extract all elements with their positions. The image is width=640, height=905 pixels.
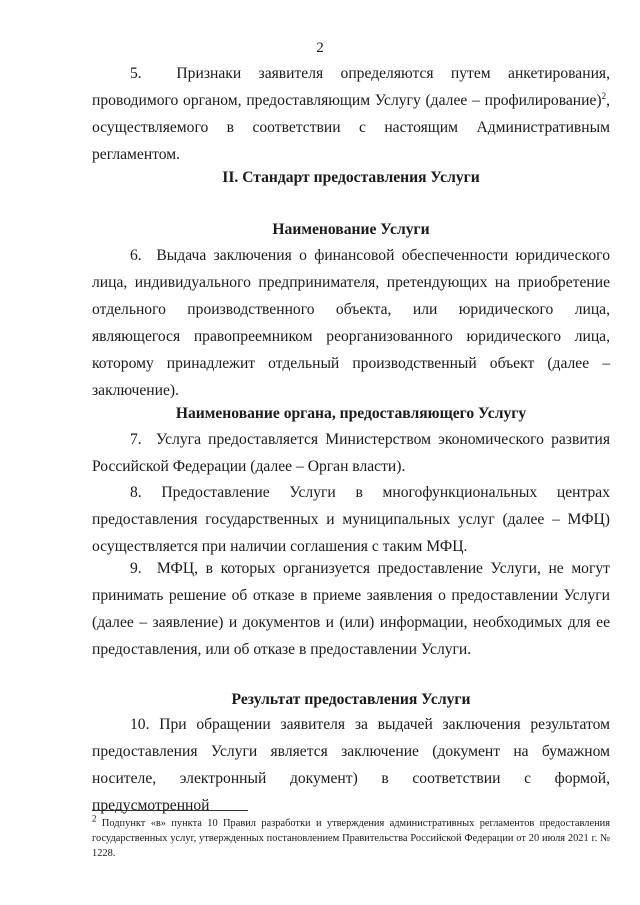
paragraph-8	[92, 479, 610, 560]
section-heading: II. Стандарт предоставления Услуги	[222, 169, 480, 186]
footnote-divider	[92, 810, 248, 811]
paragraph-10-text: 10. При обращении заявителя за выдачей заключения результатом предоставления Услуги является заключение (документ на бумажном носителе, электронный документ) в соответствии с формой, предусмотренной	[92, 716, 610, 814]
heading-service-name: Наименование Услуги	[272, 221, 430, 238]
paragraph-5-main: 5. Признаки заявителя определяются путем анкетирования, проводимого органом, предоставляющим Услугу (далее – профилирование)	[92, 65, 610, 109]
paragraph-9	[92, 555, 610, 663]
heading-organ: Наименование органа, предоставляющего Услугу	[175, 405, 527, 422]
heading-result: Результат предоставления Услуги	[231, 691, 471, 708]
paragraph-7-text: 7. Услуга предоставляется Министерством экономического развития Российской Федерации (далее – Орган власти).	[92, 431, 610, 475]
page-number: 2	[316, 40, 324, 56]
paragraph-10	[92, 711, 610, 819]
paragraph-7	[92, 426, 610, 480]
paragraph-6-text: 6. Выдача заключения о финансовой обеспеченности юридического лица, индивидуального предпринимателя, претендующих на приобретение отдельного производственного объекта, или юридического лица, являющегося правопреемником реорганизованного юридического лица, которому принадлежит отдельный производственный объект (далее – заключение).	[92, 247, 610, 399]
footnote-text: Подпункт «в» пункта 10 Правил разработки и утверждения административных регламентов предоставления государственных услуг, утвержденных постановлением Правительства Российской Федерации от 20 июля 2021 г. № 1228.	[92, 818, 610, 859]
footnote-reference-mark: 2	[601, 90, 607, 101]
paragraph-5-tail: , осуществляемого в соответствии с настоящим Административным регламентом.	[92, 92, 610, 163]
paragraph-5	[92, 60, 610, 168]
paragraph-5-text	[92, 60, 610, 168]
paragraph-9-text: 9. МФЦ, в которых организуется предоставление Услуги, не могут принимать решение об отказе в приеме заявления о предоставлении Услуги (далее – заявление) и документов и (или) информации, необходимых для ее предоставления, или об отказе в предоставлении Услуги.	[92, 560, 610, 658]
footnote	[92, 813, 610, 861]
paragraph-8-text: 8. Предоставление Услуги в многофункциональных центрах предоставления государственных и муниципальных услуг (далее – МФЦ) осуществляется при наличии соглашения с таким МФЦ.	[92, 484, 610, 555]
footnote-mark: 2	[92, 813, 97, 824]
paragraph-6	[92, 242, 610, 404]
